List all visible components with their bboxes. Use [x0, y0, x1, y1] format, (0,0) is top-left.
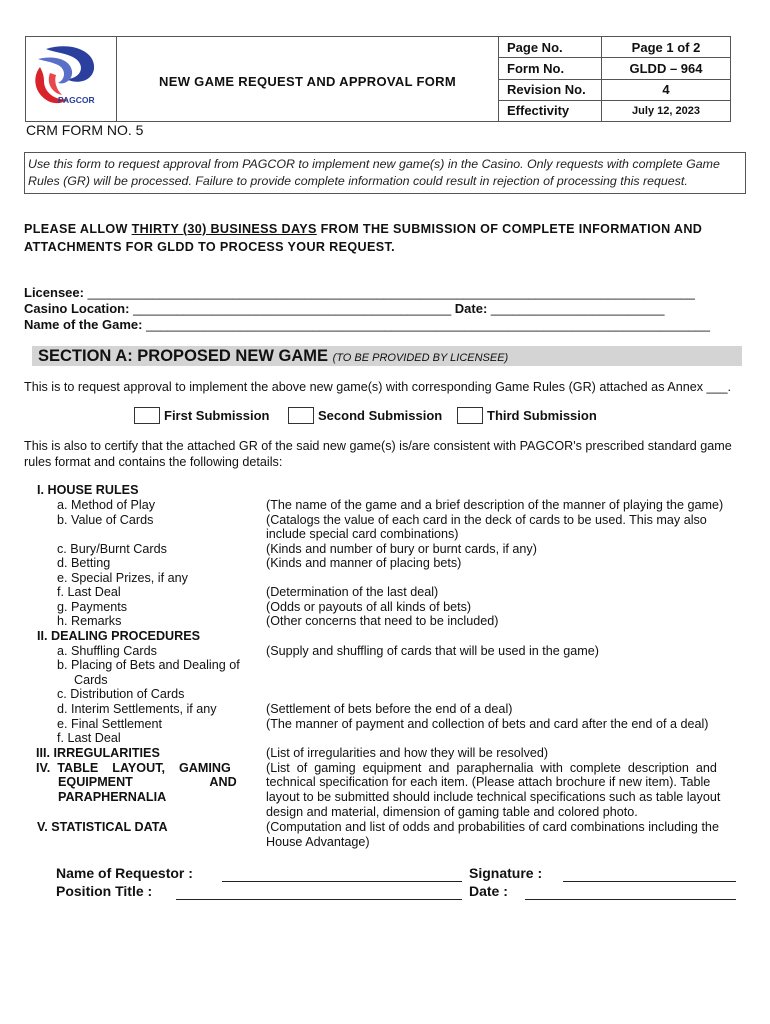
list-item: d. Interim Settlements, if any — [57, 702, 217, 716]
meta-label: Page No. — [499, 37, 602, 58]
list-item: b. Value of Cards — [57, 513, 154, 527]
licensee-label: Licensee: — [24, 285, 84, 300]
second-submission-label: Second Submission — [318, 408, 443, 423]
list-item-desc: (Other concerns that need to be included) — [266, 614, 499, 628]
list-item-desc: (Supply and shuffling of cards that will be used in the game) — [266, 644, 599, 658]
list-item-desc: (Computation and list of odds and probabilities of card combinations including the — [266, 820, 719, 834]
section-a-heading: SECTION A: PROPOSED NEW GAME — [38, 347, 333, 365]
list-item-desc: House Advantage) — [266, 835, 370, 849]
third-submission-label: Third Submission — [487, 408, 597, 423]
list-item-desc: (The manner of payment and collection of bets and card after the end of a deal) — [266, 717, 709, 731]
crm-form-number: CRM FORM NO. 5 — [26, 122, 144, 138]
signature-line[interactable] — [563, 881, 736, 882]
pagcor-logo-icon — [26, 37, 116, 121]
meta-value: GLDD – 964 — [602, 58, 731, 79]
signature-label: Signature : — [469, 865, 543, 881]
processing-time-notice — [24, 220, 746, 256]
list-item-desc: (The name of the game and a brief description of the manner of playing the game) — [266, 498, 724, 512]
list-item: h. Remarks — [57, 614, 122, 628]
checkbox-box[interactable] — [288, 407, 314, 424]
list-item-desc: design and material, dimension of gaming table and colored photo. — [266, 805, 638, 819]
allow-underlined: THIRTY (30) BUSINESS DAYS — [131, 222, 317, 236]
list-item: a. Method of Play — [57, 498, 156, 512]
list-item: e. Special Prizes, if any — [57, 571, 188, 585]
game-name-label: Name of the Game: — [24, 317, 143, 332]
name-of-requestor-label: Name of Requestor : — [56, 865, 193, 881]
list-heading: IV. TABLE LAYOUT, GAMING — [36, 761, 231, 775]
list-item: c. Bury/Burnt Cards — [57, 542, 167, 556]
logo-text: PAGCOR — [58, 95, 95, 105]
position-title-label: Position Title : — [56, 883, 153, 899]
list-heading: III. IRREGULARITIES — [36, 746, 160, 760]
checkbox-box[interactable] — [457, 407, 483, 424]
header-table — [25, 36, 731, 122]
list-item-desc: technical specification for each item. (Please attach brochure if new item). Table — [266, 775, 711, 789]
form-title: NEW GAME REQUEST AND APPROVAL FORM — [117, 37, 499, 122]
list-item-desc: layout to be submitted should include technical specifications such as table layout — [266, 790, 721, 804]
position-title-line[interactable] — [176, 899, 462, 900]
list-item: b. Placing of Bets and Dealing of — [57, 658, 240, 672]
licensee-line[interactable]: ____________________________________________________________________________________ — [83, 285, 695, 300]
list-item-desc: include special card combinations) — [266, 527, 459, 541]
list-item-desc: (Odds or payouts of all kinds of bets) — [266, 600, 472, 614]
list-item-desc: (Determination of the last deal) — [266, 585, 439, 599]
list-item-desc: (Settlement of bets before the end of a deal) — [266, 702, 513, 716]
list-item: f. Last Deal — [57, 731, 121, 745]
name-of-requestor-line[interactable] — [222, 881, 462, 882]
list-heading: V. STATISTICAL DATA — [37, 820, 168, 834]
second-submission-checkbox[interactable] — [288, 406, 442, 425]
first-submission-label: First Submission — [164, 408, 270, 423]
date-signature-label: Date : — [469, 883, 508, 899]
date-signature-line[interactable] — [525, 899, 736, 900]
casino-location-row[interactable] — [24, 301, 746, 317]
list-heading: EQUIPMENT AND — [58, 775, 237, 789]
allow-pre: PLEASE ALLOW — [24, 222, 132, 236]
first-submission-checkbox[interactable] — [134, 406, 269, 425]
list-item-desc: (Catalogs the value of each card in the deck of cards to be used. This may also — [266, 513, 707, 527]
list-item-desc: (List of gaming equipment and paraphernalia with complete description and — [266, 761, 717, 775]
casino-location-label: Casino Location: — [24, 301, 130, 316]
casino-location-line[interactable]: ____________________________________________ — [129, 301, 455, 316]
meta-label: Effectivity — [499, 100, 602, 121]
third-submission-checkbox[interactable] — [457, 406, 597, 425]
section-a-title — [38, 347, 508, 366]
licensee-row[interactable] — [24, 285, 746, 301]
list-item: a. Shuffling Cards — [57, 644, 157, 658]
request-text: This is to request approval to implement the above new game(s) with corresponding Game Rules (GR) attached as Annex ___. — [24, 380, 732, 394]
date-label: Date: — [454, 301, 488, 316]
list-item-desc: (Kinds and number of bury or burnt cards, if any) — [266, 542, 537, 556]
list-heading: PARAPHERNALIA — [58, 790, 167, 804]
logo-cell — [26, 37, 117, 122]
list-item-desc: (List of irregularities and how they will be resolved) — [266, 746, 549, 760]
licensee-fields — [24, 285, 746, 333]
meta-value: 4 — [602, 79, 731, 100]
list-item: g. Payments — [57, 600, 127, 614]
game-name-row[interactable] — [24, 317, 746, 333]
instructions-notice: Use this form to request approval from PAGCOR to implement new game(s) in the Casino. Only requests with complete Game Rules (GR) will be processed. Failure to provide complete information could result in rejection of processing this request. — [24, 152, 746, 194]
list-item: Cards — [74, 673, 108, 687]
checkbox-box[interactable] — [134, 407, 160, 424]
meta-label: Form No. — [499, 58, 602, 79]
meta-value: Page 1 of 2 — [602, 37, 731, 58]
meta-value: July 12, 2023 — [602, 100, 731, 121]
list-item-desc: (Kinds and manner of placing bets) — [266, 556, 462, 570]
list-item: c. Distribution of Cards — [57, 687, 185, 701]
section-a-subtitle: (TO BE PROVIDED BY LICENSEE) — [332, 352, 509, 364]
list-item: d. Betting — [57, 556, 111, 570]
allow-post: FROM THE SUBMISSION OF COMPLETE INFORMATION AND ATTACHMENTS FOR GLDD TO PROCESS YOUR REQUEST. — [24, 222, 703, 254]
date-line[interactable]: ________________________ — [487, 301, 665, 316]
list-item: e. Final Settlement — [57, 717, 162, 731]
list-heading: I. HOUSE RULES — [37, 483, 139, 497]
game-name-line[interactable]: ______________________________________________________________________________ — [142, 317, 711, 332]
list-item: f. Last Deal — [57, 585, 121, 599]
meta-label: Revision No. — [499, 79, 602, 100]
certify-text: This is also to certify that the attached GR of the said new game(s) is/are consistent with PAGCOR's prescribed standard game rules format and contains the following details: — [24, 439, 732, 469]
list-heading: II. DEALING PROCEDURES — [37, 629, 201, 643]
